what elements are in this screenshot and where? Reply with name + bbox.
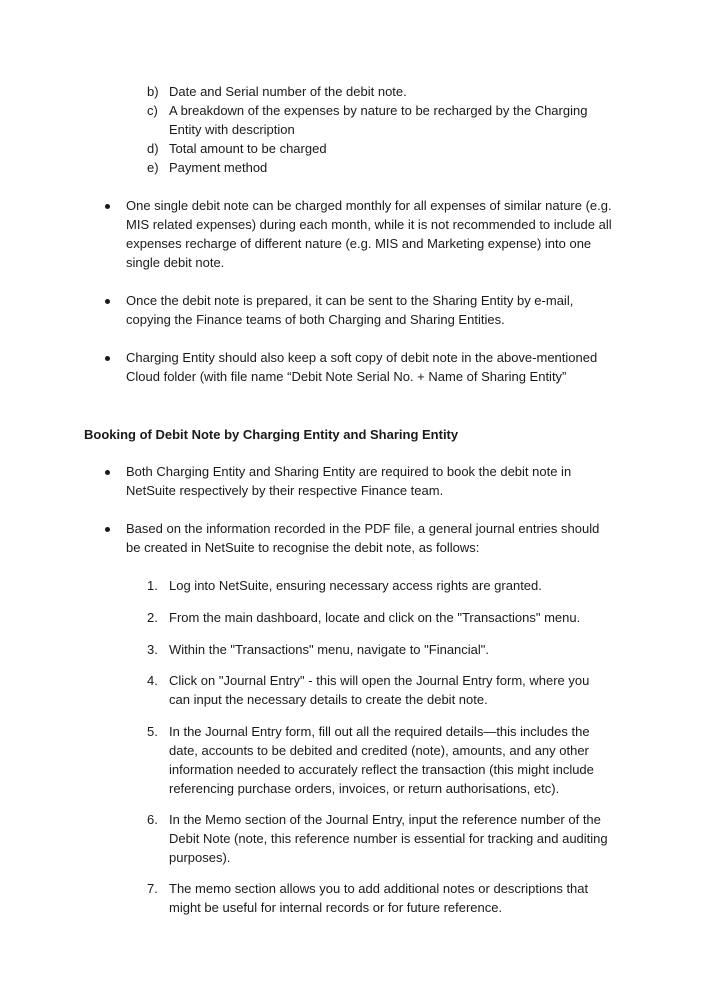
- bullet-text: single debit note.: [126, 255, 225, 270]
- step-text: purposes).: [169, 850, 231, 865]
- bullet-text: Cloud folder (with file name “Debit Note Serial No. + Name of Sharing Entity”: [126, 369, 567, 384]
- bullet-text: Both Charging Entity and Sharing Entity are required to book the debit note in: [126, 464, 572, 479]
- bullet-text: NetSuite respectively by their respective Finance team.: [126, 483, 444, 498]
- list-item-text: A breakdown of the expenses by nature to be recharged by the Charging: [169, 103, 588, 118]
- step-text: might be useful for internal records or for future reference.: [169, 900, 503, 915]
- bullet-icon: [105, 299, 110, 304]
- step-text: can input the necessary details to create the debit note.: [169, 692, 488, 707]
- step-text: date, accounts to be debited and credited (note), amounts, and any other: [169, 743, 589, 758]
- bullet-text: Once the debit note is prepared, it can be sent to the Sharing Entity by e-mail,: [126, 293, 574, 308]
- step-number: 5.: [147, 724, 158, 739]
- bullet-text: be created in NetSuite to recognise the debit note, as follows:: [126, 540, 480, 555]
- step-number: 3.: [147, 642, 158, 657]
- bullet-text: expenses recharge of different nature (e.g. MIS and Marketing expense) into one: [126, 236, 592, 251]
- list-item-text: Total amount to be charged: [169, 141, 327, 156]
- step-number: 2.: [147, 610, 158, 625]
- step-text: From the main dashboard, locate and click on the "Transactions" menu.: [169, 610, 581, 625]
- step-text: Within the "Transactions" menu, navigate to "Financial".: [169, 642, 490, 657]
- bullet-icon: [105, 527, 110, 532]
- list-label: c): [147, 103, 158, 118]
- step-text: In the Journal Entry form, fill out all the required details—this includes the: [169, 724, 590, 739]
- section-heading: Booking of Debit Note by Charging Entity and Sharing Entity: [84, 427, 459, 442]
- bullet-text: Based on the information recorded in the PDF file, a general journal entries should: [126, 521, 600, 536]
- step-number: 7.: [147, 881, 158, 896]
- bullet-text: copying the Finance teams of both Charging and Sharing Entities.: [126, 312, 505, 327]
- step-number: 1.: [147, 578, 158, 593]
- step-text: Click on "Journal Entry" - this will open the Journal Entry form, where you: [169, 673, 590, 688]
- bullet-text: One single debit note can be charged monthly for all expenses of similar nature (e.g.: [126, 198, 612, 213]
- bullet-icon: [105, 204, 110, 209]
- bullet-text: MIS related expenses) during each month, while it is not recommended to include all: [126, 217, 612, 232]
- bullet-icon: [105, 356, 110, 361]
- bullet-text: Charging Entity should also keep a soft copy of debit note in the above-mentioned: [126, 350, 598, 365]
- step-text: referencing purchase orders, invoices, or return authorisations, etc).: [169, 781, 560, 796]
- bullet-icon: [105, 470, 110, 475]
- list-label: e): [147, 160, 159, 175]
- step-text: In the Memo section of the Journal Entry, input the reference number of the: [169, 812, 601, 827]
- step-text: information needed to accurately reflect the transaction (this might include: [169, 762, 594, 777]
- list-label: d): [147, 141, 159, 156]
- list-item-text: Entity with description: [169, 122, 295, 137]
- list-item-text: Payment method: [169, 160, 268, 175]
- step-number: 6.: [147, 812, 158, 827]
- step-text: The memo section allows you to add additional notes or descriptions that: [169, 881, 589, 896]
- list-item-text: Date and Serial number of the debit note.: [169, 84, 407, 99]
- list-label: b): [147, 84, 159, 99]
- step-text: Debit Note (note, this reference number is essential for tracking and auditing: [169, 831, 608, 846]
- step-text: Log into NetSuite, ensuring necessary access rights are granted.: [169, 578, 542, 593]
- step-number: 4.: [147, 673, 158, 688]
